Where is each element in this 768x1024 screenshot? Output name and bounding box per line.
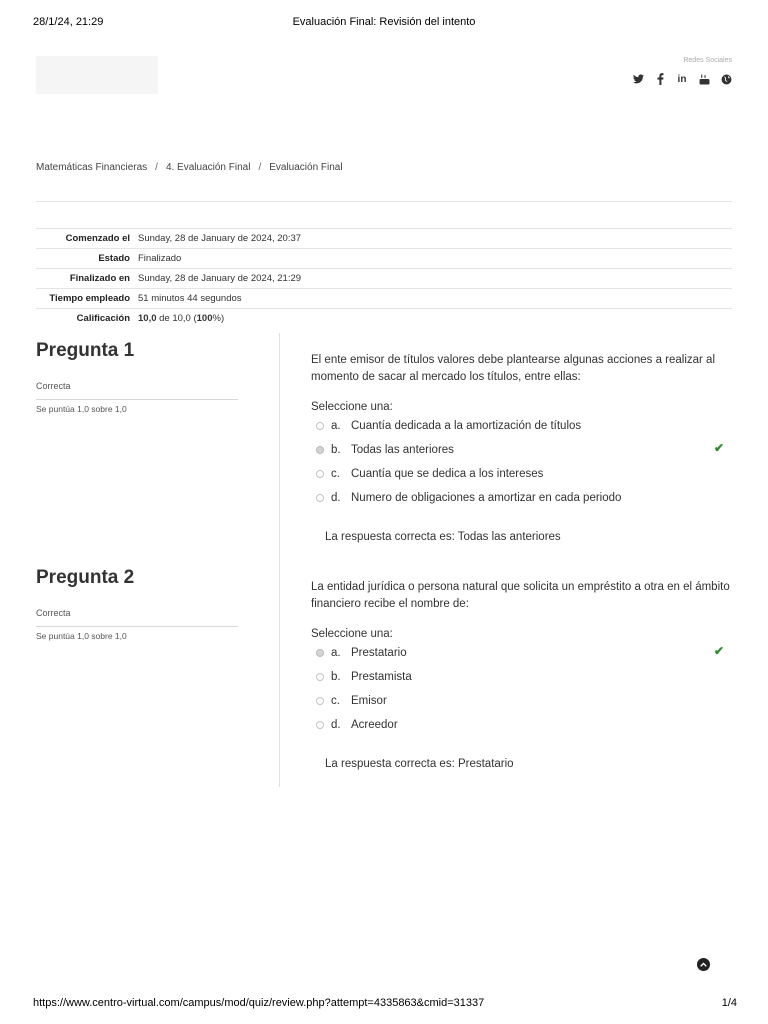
grade-percent: 100 bbox=[196, 313, 213, 324]
radio-button[interactable] bbox=[316, 673, 324, 681]
radio-button-selected[interactable] bbox=[316, 649, 324, 657]
correct-answer-feedback: La respuesta correcta es: Prestatario bbox=[325, 758, 514, 770]
print-page-number: 1/4 bbox=[721, 997, 737, 1009]
breadcrumb-course[interactable]: Matemáticas Financieras bbox=[36, 162, 148, 173]
grade-score: 10,0 bbox=[138, 313, 157, 324]
question-state: Correcta bbox=[36, 608, 71, 618]
summary-label: Estado bbox=[98, 253, 130, 264]
option-text: Numero de obligaciones a amortizar en cada periodo bbox=[351, 492, 622, 504]
breadcrumb-separator: / bbox=[155, 162, 158, 173]
summary-row-started bbox=[36, 229, 732, 249]
correct-answer-feedback: La respuesta correcta es: Todas las anteriores bbox=[325, 531, 561, 543]
answer-prompt: Seleccione una: bbox=[311, 401, 393, 413]
social-label: Redes Sociales bbox=[683, 57, 732, 64]
option-c bbox=[316, 467, 543, 481]
summary-value: Finalizado bbox=[138, 253, 182, 264]
summary-value: 51 minutos 44 segundos bbox=[138, 293, 242, 304]
attempt-summary bbox=[36, 228, 732, 328]
option-a bbox=[316, 646, 407, 660]
option-a bbox=[316, 419, 581, 433]
social-links bbox=[632, 73, 732, 85]
option-letter: c. bbox=[331, 468, 340, 480]
breadcrumb-activity[interactable]: Evaluación Final bbox=[269, 162, 343, 173]
grade-end: %) bbox=[212, 313, 225, 324]
radio-button[interactable] bbox=[316, 721, 324, 729]
linkedin-icon[interactable]: in bbox=[677, 73, 687, 85]
grade-of: de 10,0 ( bbox=[156, 313, 197, 324]
option-c bbox=[316, 694, 387, 708]
option-text: Prestatario bbox=[351, 647, 407, 659]
site-logo[interactable] bbox=[36, 56, 158, 94]
question-grade: Se puntúa 1,0 sobre 1,0 bbox=[36, 631, 127, 641]
option-letter: b. bbox=[331, 671, 341, 683]
twitter-icon[interactable] bbox=[632, 73, 644, 85]
option-letter: a. bbox=[331, 647, 341, 659]
option-letter: d. bbox=[331, 719, 341, 731]
breadcrumb-separator: / bbox=[258, 162, 262, 173]
option-d bbox=[316, 718, 398, 732]
question-info-divider bbox=[36, 399, 238, 400]
option-letter: b. bbox=[331, 444, 341, 456]
radio-button[interactable] bbox=[316, 697, 324, 705]
option-text: Emisor bbox=[351, 695, 387, 707]
option-text: Cuantía que se dedica a los intereses bbox=[351, 468, 544, 480]
summary-label: Comenzado el bbox=[65, 233, 130, 244]
question-title: Pregunta 1 bbox=[36, 340, 135, 361]
question-title: Pregunta 2 bbox=[36, 567, 135, 588]
option-text: Prestamista bbox=[351, 671, 412, 683]
summary-row-finished bbox=[36, 269, 732, 289]
radio-button-selected[interactable] bbox=[316, 446, 324, 454]
option-text: Acreedor bbox=[351, 719, 398, 731]
summary-label: Tiempo empleado bbox=[49, 293, 130, 304]
youtube-icon[interactable] bbox=[698, 73, 710, 85]
question-text: El ente emisor de títulos valores debe plantearse algunas acciones a realizar al momento de sacar al mercado los títulos, entre ellas: bbox=[311, 354, 716, 383]
print-url: https://www.centro-virtual.com/campus/mod/quiz/review.php?attempt=4335863&cmid=31337 bbox=[33, 997, 485, 1009]
correct-check-icon: ✔ bbox=[714, 644, 725, 658]
summary-row-state bbox=[36, 249, 732, 269]
print-datetime: 28/1/24, 21:29 bbox=[33, 16, 104, 28]
option-text: Todas las anteriores bbox=[351, 444, 454, 456]
radio-button[interactable] bbox=[316, 494, 324, 502]
option-letter: a. bbox=[331, 420, 341, 432]
facebook-icon[interactable] bbox=[654, 73, 666, 85]
breadcrumb-section[interactable]: 4. Evaluación Final bbox=[165, 162, 251, 173]
option-text: Cuantía dedicada a la amortización de títulos bbox=[351, 420, 582, 432]
question-grade: Se puntúa 1,0 sobre 1,0 bbox=[36, 404, 127, 414]
option-letter: d. bbox=[331, 492, 341, 504]
question-info-divider bbox=[36, 626, 238, 627]
option-b bbox=[316, 443, 454, 457]
option-b bbox=[316, 670, 412, 684]
summary-label: Calificación bbox=[76, 313, 130, 324]
correct-check-icon: ✔ bbox=[714, 441, 725, 455]
column-divider bbox=[279, 333, 280, 787]
breadcrumb bbox=[36, 162, 343, 173]
radio-button[interactable] bbox=[316, 422, 324, 430]
print-page-title: Evaluación Final: Revisión del intento bbox=[292, 16, 476, 28]
question-state: Correcta bbox=[36, 381, 71, 391]
chevron-up-icon bbox=[700, 962, 707, 967]
question-text: La entidad jurídica o persona natural que solicita un empréstito a otra en el ámbito financiero recibe el nombre de: bbox=[311, 581, 730, 610]
summary-label: Finalizado en bbox=[69, 273, 130, 284]
globe-icon[interactable] bbox=[720, 73, 732, 85]
summary-row-grade bbox=[36, 309, 732, 329]
radio-button[interactable] bbox=[316, 470, 324, 478]
summary-value bbox=[138, 309, 732, 329]
summary-value: Sunday, 28 de January de 2024, 21:29 bbox=[138, 273, 302, 284]
summary-row-time bbox=[36, 289, 732, 309]
divider bbox=[36, 201, 732, 202]
option-letter: c. bbox=[331, 695, 340, 707]
summary-value: Sunday, 28 de January de 2024, 20:37 bbox=[138, 233, 302, 244]
option-d bbox=[316, 491, 621, 505]
scroll-to-top-button[interactable] bbox=[697, 958, 710, 971]
answer-prompt: Seleccione una: bbox=[311, 628, 393, 640]
